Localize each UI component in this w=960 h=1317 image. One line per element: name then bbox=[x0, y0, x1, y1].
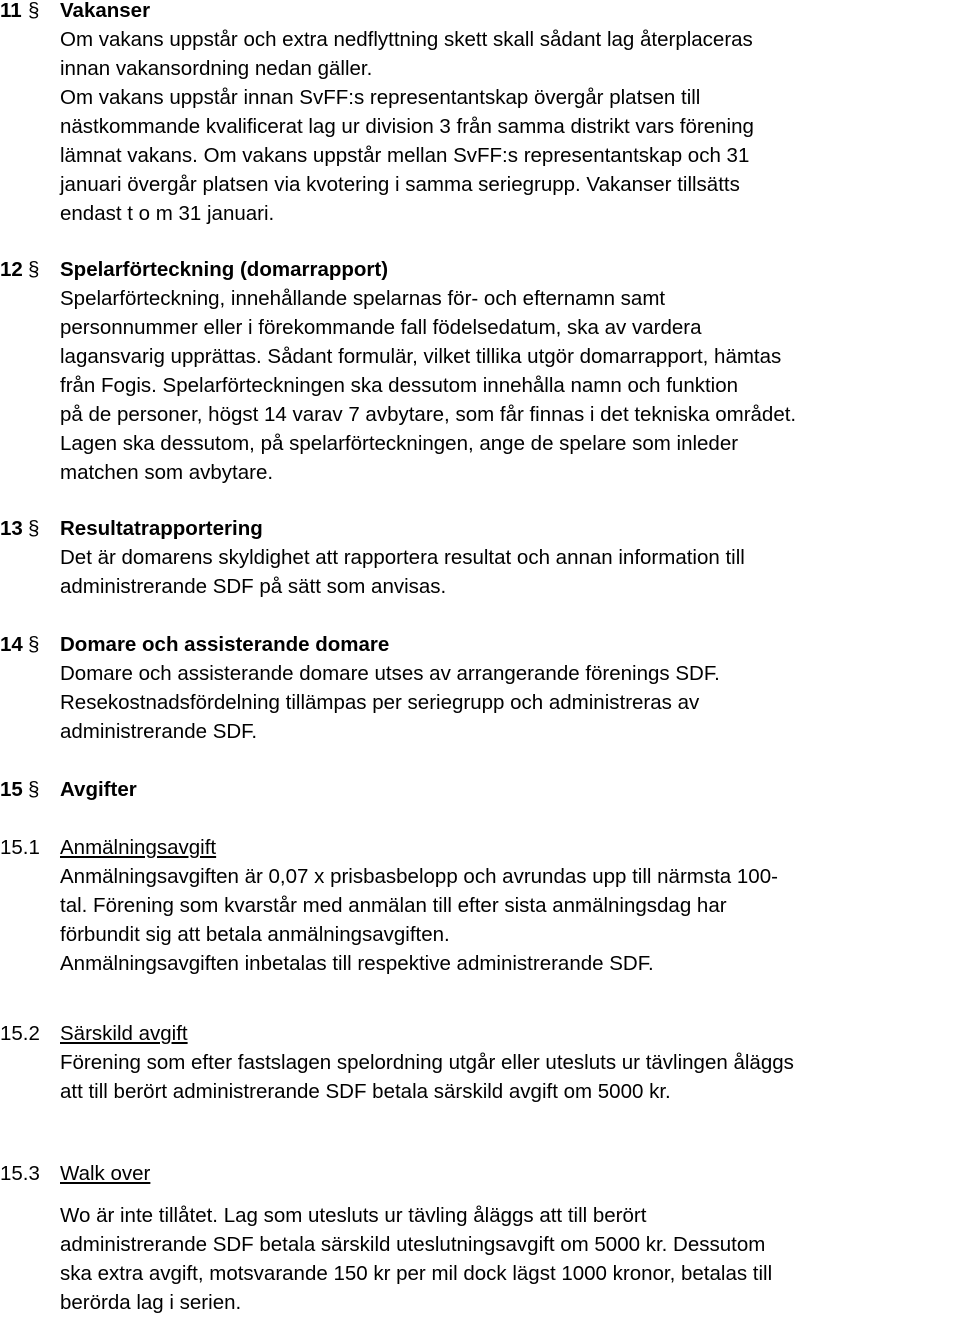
subsection-title: Särskild avgift bbox=[60, 1022, 188, 1045]
body-line: Förening som efter fastslagen spelordning utgår eller utesluts ur tävlingen åläggs bbox=[60, 1051, 794, 1074]
body-line: berörda lag i serien. bbox=[60, 1291, 242, 1314]
paragraph-mark: § bbox=[28, 633, 40, 656]
subsection-number: 15.2 bbox=[0, 1022, 40, 1045]
body-line: administrerande SDF på sätt som anvisas. bbox=[60, 575, 447, 598]
body-line: Wo är inte tillåtet. Lag som utesluts ur tävling åläggs att till berört bbox=[60, 1204, 647, 1227]
section-12-body bbox=[60, 284, 960, 487]
body-line: Spelarförteckning, innehållande spelarnas för- och efternamn samt bbox=[60, 287, 666, 310]
section-title: Spelarförteckning (domarrapport) bbox=[60, 258, 389, 281]
section-11-heading bbox=[0, 0, 150, 25]
section-15-heading bbox=[0, 775, 137, 804]
body-line: Anmälningsavgiften är 0,07 x prisbasbelopp och avrundas upp till närmsta 100- bbox=[60, 865, 778, 888]
section-title: Vakanser bbox=[60, 0, 151, 22]
subsection-title: Anmälningsavgift bbox=[60, 836, 217, 859]
subsection-15-3-body bbox=[60, 1201, 960, 1317]
body-line: Anmälningsavgiften inbetalas till respektive administrerande SDF. bbox=[60, 952, 654, 975]
section-14-body bbox=[60, 659, 960, 746]
subsection-number: 15.3 bbox=[0, 1162, 40, 1185]
section-14-heading bbox=[0, 630, 389, 659]
section-title: Domare och assisterande domare bbox=[60, 633, 390, 656]
section-number: 14 bbox=[0, 633, 23, 656]
section-number: 15 bbox=[0, 778, 23, 801]
section-number: 13 bbox=[0, 517, 23, 540]
body-line: lagansvarig upprättas. Sådant formulär, vilket tillika utgör domarrapport, hämtas bbox=[60, 345, 782, 368]
body-line: tal. Förening som kvarstår med anmälan till efter sista anmälningsdag har bbox=[60, 894, 727, 917]
subsection-15-2-heading bbox=[0, 1019, 188, 1048]
body-line: ska extra avgift, motsvarande 150 kr per mil dock lägst 1000 kronor, betalas till bbox=[60, 1262, 773, 1285]
subsection-15-1-body bbox=[60, 862, 960, 978]
body-line: administrerande SDF betala särskild uteslutningsavgift om 5000 kr. Dessutom bbox=[60, 1233, 766, 1256]
body-line: på de personer, högst 14 varav 7 avbytare, som får finnas i det tekniska området. bbox=[60, 403, 797, 426]
body-line: förbundit sig att betala anmälningsavgiften. bbox=[60, 923, 450, 946]
paragraph-mark: § bbox=[28, 517, 40, 540]
body-line: Lagen ska dessutom, på spelarförteckningen, ange de spelare som inleder bbox=[60, 432, 739, 455]
body-line: att till berört administrerande SDF betala särskild avgift om 5000 kr. bbox=[60, 1080, 671, 1103]
subsection-title: Walk over bbox=[60, 1162, 151, 1185]
body-line: Det är domarens skyldighet att rapportera resultat och annan information till bbox=[60, 546, 745, 569]
body-line: nästkommande kvalificerat lag ur division 3 från samma distrikt vars förening bbox=[60, 115, 754, 138]
subsection-15-2-body bbox=[60, 1048, 960, 1106]
subsection-15-3-heading bbox=[0, 1159, 150, 1188]
body-line: Domare och assisterande domare utses av arrangerande förenings SDF. bbox=[60, 662, 720, 685]
section-12-heading bbox=[0, 255, 388, 284]
body-line: matchen som avbytare. bbox=[60, 461, 274, 484]
subsection-15-1-heading bbox=[0, 833, 216, 862]
paragraph-mark: § bbox=[28, 0, 40, 22]
section-13-heading bbox=[0, 514, 263, 543]
section-title: Resultatrapportering bbox=[60, 517, 263, 540]
body-line: innan vakansordning nedan gäller. bbox=[60, 57, 373, 80]
body-line: endast t o m 31 januari. bbox=[60, 202, 275, 225]
section-title: Avgifter bbox=[60, 778, 137, 801]
section-13-body bbox=[60, 543, 960, 601]
body-line: personnummer eller i förekommande fall födelsedatum, ska av vardera bbox=[60, 316, 702, 339]
body-line: Om vakans uppstår innan SvFF:s representantskap övergår platsen till bbox=[60, 86, 701, 109]
body-line: Om vakans uppstår och extra nedflyttning skett skall sådant lag återplaceras bbox=[60, 28, 753, 51]
subsection-number: 15.1 bbox=[0, 836, 40, 859]
paragraph-mark: § bbox=[28, 778, 40, 801]
paragraph-mark: § bbox=[28, 258, 40, 281]
body-line: januari övergår platsen via kvotering i samma seriegrupp. Vakanser tillsätts bbox=[60, 173, 740, 196]
section-11-body bbox=[60, 25, 960, 228]
section-number: 11 bbox=[0, 0, 22, 22]
body-line: från Fogis. Spelarförteckningen ska dessutom innehålla namn och funktion bbox=[60, 374, 739, 397]
body-line: lämnat vakans. Om vakans uppstår mellan SvFF:s representantskap och 31 bbox=[60, 144, 750, 167]
section-number: 12 bbox=[0, 258, 23, 281]
body-line: Resekostnadsfördelning tillämpas per seriegrupp och administreras av bbox=[60, 691, 700, 714]
body-line: administrerande SDF. bbox=[60, 720, 258, 743]
